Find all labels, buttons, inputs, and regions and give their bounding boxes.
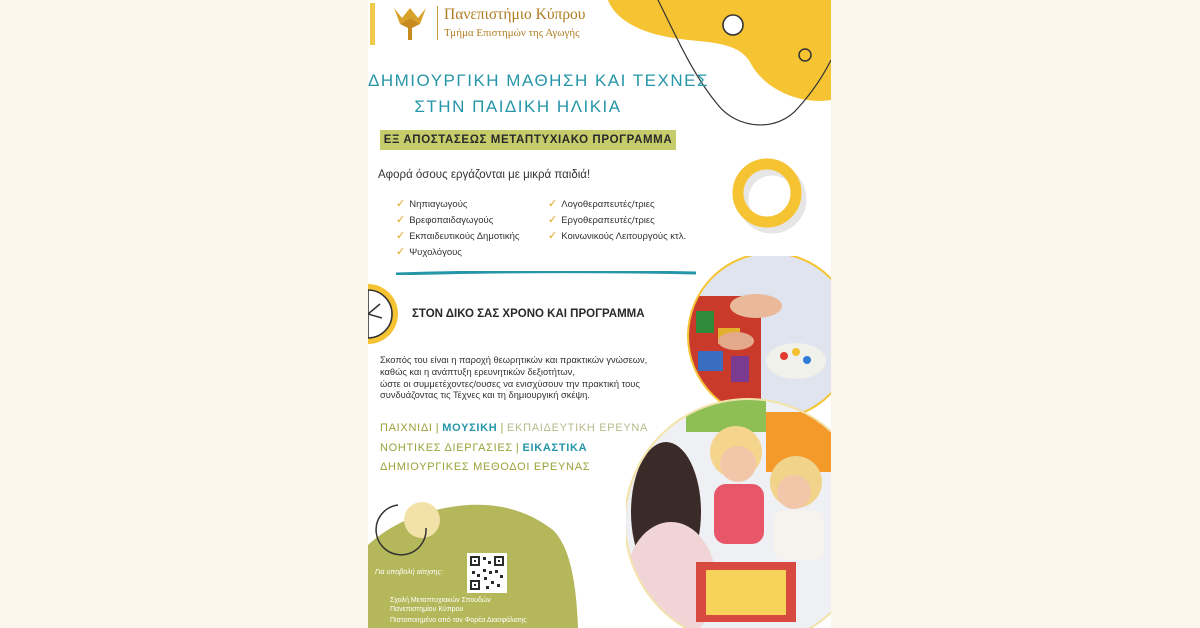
accreditation-line: Πιστοποιημένο από τον Φορέα Διασφάλισης [390, 617, 527, 624]
ring-small-top [723, 15, 743, 35]
logo-separator [437, 6, 438, 40]
audience-item: ✓ Ψυχολόγους [396, 246, 462, 258]
keyword: ΜΟΥΣΙΚΗ [442, 422, 498, 434]
schedule-heading: ΣΤΟΝ ΔΙΚΟ ΣΑΣ ΧΡΟΝΟ ΚΑΙ ΠΡΟΓΡΑΜΜΑ [412, 308, 645, 320]
check-icon: ✓ [548, 230, 558, 242]
check-icon: ✓ [548, 198, 558, 210]
keywords-row-2 [380, 442, 587, 454]
audience-item: ✓ Βρεφοπαιδαγωγούς [396, 214, 494, 226]
purpose-line: ώστε οι συμμετέχοντες/ουσες να ενισχύσουν την πρακτική τους [380, 379, 640, 389]
logo-accent-bar [370, 3, 375, 45]
title-line-1: ΔΗΜΙΟΥΡΓΙΚΗ ΜΑΘΗΣΗ ΚΑΙ ΤΕΧΝΕΣ [368, 71, 709, 90]
audience-item: ✓ Νηπιαγωγούς [396, 198, 468, 210]
audience-item: ✓ Κοινωνικούς Λειτουργούς κτλ. [548, 230, 687, 242]
photo-painting [686, 256, 831, 414]
keyword-separator: | [515, 442, 520, 454]
pale-circle [404, 502, 440, 538]
keyword: ΕΙΚΑΣΤΙΚΑ [522, 442, 588, 454]
university-logo [390, 4, 430, 42]
university-name: Πανεπιστήμιο Κύπρου [444, 6, 586, 23]
poster [368, 0, 831, 628]
audience-item: ✓ Λογοθεραπευτές/τριες [548, 198, 655, 210]
photo-children [626, 392, 831, 628]
check-icon: ✓ [396, 198, 406, 210]
keyword-separator: | [500, 422, 505, 434]
teal-underline [396, 271, 696, 275]
apply-label: Για υποβολή αίτησης: [375, 567, 443, 576]
qr-code[interactable] [467, 553, 507, 593]
check-icon: ✓ [396, 230, 406, 242]
school-line-1: Σχολή Μεταπτυχιακών Σπουδών [390, 597, 491, 604]
keyword: ΝΟΗΤΙΚΕΣ ΔΙΕΡΓΑΣΙΕΣ [380, 442, 513, 454]
purpose-line: συνδυάζοντας τις Τέχνες και τη δημιουργική σκέψη. [380, 390, 590, 400]
title-line-2: ΣΤΗΝ ΠΑΙΔΙΚΗ ΗΛΙΚΙΑ [414, 97, 622, 116]
check-icon: ✓ [548, 214, 558, 226]
purpose-line: καθώς και η ανάπτυξη ερευνητικών δεξιοτήτων, [380, 367, 575, 377]
audience-item: ✓ Εκπαιδευτικούς Δημοτικής [396, 230, 520, 242]
audience-intro: Αφορά όσους εργάζονται με μικρά παιδιά! [378, 169, 591, 181]
keyword-separator: | [435, 422, 440, 434]
audience-item: ✓ Εργοθεραπευτές/τριες [548, 214, 655, 226]
keyword: ΔΗΜΙΟΥΡΓΙΚΕΣ ΜΕΘΟΔΟΙ ΕΡΕΥΝΑΣ [380, 461, 591, 473]
keywords-row-1 [380, 422, 648, 434]
program-tag: ΕΞ ΑΠΟΣΤΑΣΕΩΣ ΜΕΤΑΠΤΥΧΙΑΚΟ ΠΡΟΓΡΑΜΜΑ [380, 130, 676, 150]
keyword: ΕΚΠΑΙΔΕΥΤΙΚΗ ΕΡΕΥΝΑ [507, 422, 649, 434]
purpose-line: Σκοπός του είναι η παροχή θεωρητικών και πρακτικών γνώσεων, [380, 355, 648, 365]
school-line-2: Πανεπιστημίου Κύπρου [390, 606, 464, 613]
check-icon: ✓ [396, 214, 406, 226]
check-icon: ✓ [396, 246, 406, 258]
department-name: Τμήμα Επιστημών της Αγωγής [444, 27, 580, 39]
keyword: ΠΑΙΧΝΙΔΙ [380, 422, 433, 434]
keywords-row-3 [380, 461, 590, 473]
